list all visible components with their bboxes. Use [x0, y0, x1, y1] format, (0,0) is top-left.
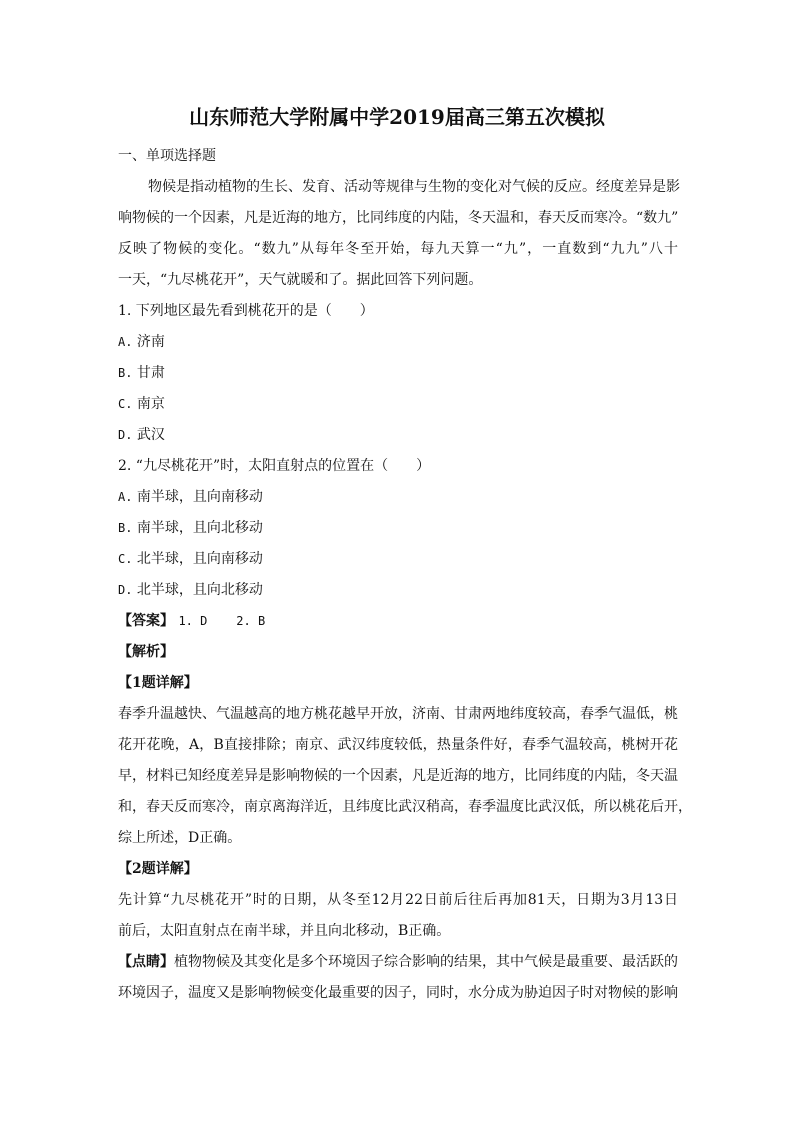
detail-1-line: 早，材料已知经度差异是影响物候的一个因素，凡是近海的地方，比同纬度的内陆，冬天温 — [118, 768, 678, 784]
tip-line: 环境因子，温度又是影响物候变化最重要的因子，同时，水分成为胁迫因子时对物候的影响 — [118, 985, 678, 1001]
question-1-option-d — [118, 420, 678, 451]
question-1-option-c — [118, 389, 678, 420]
option-text: 南京 — [136, 396, 165, 412]
passage-line: 响物候的一个因素，凡是近海的地方，比同纬度的内陆，冬天温和，春天反而寒冷。“数九” — [118, 210, 679, 226]
option-letter: B. — [118, 366, 133, 380]
option-text: 武汉 — [136, 427, 165, 443]
detail-1-label: 【1题详解】 — [118, 675, 198, 691]
detail-1-line: 花开花晚，A，B直接排除；南京、武汉纬度较低，热量条件好，春季气温较高，桃树开花 — [118, 737, 678, 753]
option-text: 济南 — [136, 334, 165, 350]
option-letter: C. — [118, 397, 133, 411]
detail-2-line: 先计算“九尽桃花开”时的日期，从冬至12月22日前后往后再加81天，日期为3月13日 — [118, 892, 678, 908]
question-2-stem: 2. “九尽桃花开”时，太阳直射点的位置在（ ） — [118, 458, 431, 474]
answer-q1: 1. D — [178, 614, 208, 628]
tip-label: 【点睛】 — [118, 954, 174, 970]
page-title: 山东师范大学附属中学2019届高三第五次模拟 — [189, 105, 605, 129]
question-2-option-c — [118, 544, 678, 575]
passage-line: 一天，“九尽桃花开”，天气就暖和了。据此回答下列问题。 — [118, 272, 483, 288]
passage-line: 物候是指动植物的生长、发育、活动等规律与生物的变化对气候的反应。经度差异是影 — [148, 179, 680, 195]
option-letter: A. — [118, 490, 133, 504]
option-letter: A. — [118, 335, 133, 349]
detail-1-line: 和，春天反而寒冷，南京离海洋近，且纬度比武汉稍高，春季温度比武汉低，所以桃花后开， — [118, 799, 692, 815]
detail-2-line: 前后，太阳直射点在南半球，并且向北移动，B正确。 — [118, 923, 451, 939]
tip-text: 植物物候及其变化是多个环境因子综合影响的结果，其中气候是最重要、最活跃的 — [174, 954, 678, 970]
detail-2-label: 【2题详解】 — [118, 861, 198, 877]
option-text: 南半球，且向北移动 — [136, 520, 263, 536]
option-text: 南半球，且向南移动 — [136, 489, 263, 505]
option-letter: B. — [118, 521, 133, 535]
question-2-option-b — [118, 513, 678, 544]
question-1-option-b — [118, 358, 678, 389]
answer-line — [118, 606, 678, 637]
option-letter: D. — [118, 428, 133, 442]
option-letter: C. — [118, 552, 133, 566]
answer-label: 【答案】 — [118, 613, 174, 629]
option-text: 北半球，且向北移动 — [136, 582, 263, 598]
tip-line — [118, 947, 678, 978]
passage-line: 反映了物候的变化。“数九”从每年冬至开始，每九天算一“九”，一直数到“九九”八十 — [118, 241, 678, 257]
detail-1-line: 春季升温越快、气温越高的地方桃花越早开放，济南、甘肃两地纬度较高，春季气温低，桃 — [118, 706, 678, 722]
section-heading: 一、单项选择题 — [118, 148, 216, 164]
question-2-option-a — [118, 482, 678, 513]
analysis-label: 【解析】 — [118, 644, 174, 660]
option-letter: D. — [118, 583, 133, 597]
question-2-option-d — [118, 575, 678, 606]
option-text: 北半球，且向南移动 — [136, 551, 263, 567]
document-body — [118, 141, 692, 1009]
answer-q2: 2. B — [236, 614, 266, 628]
detail-1-line: 综上所述，D正确。 — [118, 830, 242, 846]
question-1-stem: 1. 下列地区最先看到桃花开的是（ ） — [118, 303, 374, 319]
question-1-option-a — [118, 327, 678, 358]
option-text: 甘肃 — [136, 365, 165, 381]
